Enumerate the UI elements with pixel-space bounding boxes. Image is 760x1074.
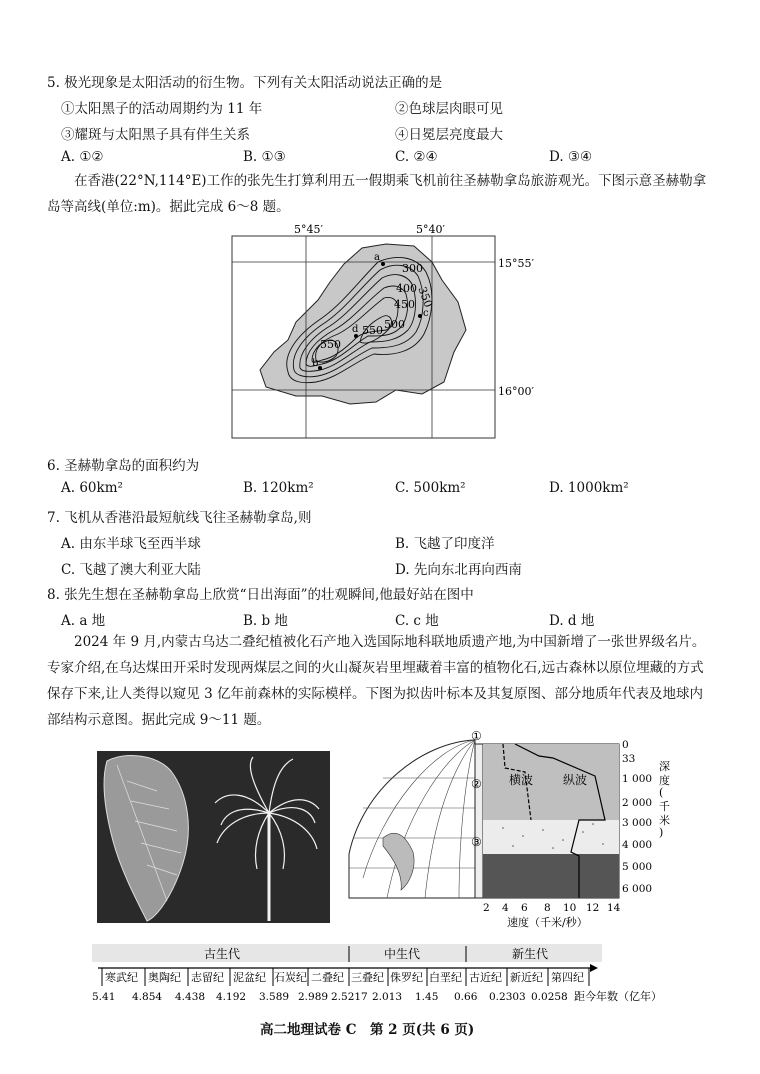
period-devonian: 泥盆纪 <box>233 971 266 984</box>
period-cretaceous: 白垩纪 <box>429 971 462 984</box>
speed-tick-8: 8 <box>544 902 551 914</box>
age-0-0258: 0.0258 <box>531 991 568 1003</box>
era-paleozoic: 古生代 <box>204 947 241 961</box>
geologic-timeline <box>92 944 672 1008</box>
age-0-66: 0.66 <box>454 991 478 1003</box>
contour-label-550-east: 550 <box>362 324 383 337</box>
speed-tick-14: 14 <box>607 902 621 914</box>
page-footer: 高二地理试卷 C 第 2 页(共 6 页) <box>260 1022 475 1038</box>
era-mesozoic: 中生代 <box>384 947 421 961</box>
point-c-label: c <box>423 308 429 319</box>
latitude-bottom: 16°00′ <box>498 385 534 398</box>
fossil-photo <box>97 751 330 923</box>
intro-paragraph-2: 2024 年 9 月,内蒙古乌达二叠纪植被化石产地入选国际地科联地质遗产地,为中国新增了一张世界级名片。专家介绍,在乌达煤田开采时发现两煤层之间的火山凝灰岩里埋藏着丰富的植物化石,远古森林以原位埋藏的方式保存下来,让人类得以窥见 3 亿年前森林的实际模样。下图为拟齿叶标本及其复原图、部分地质年代表及地球内部结构示意图。据此完成 9～11 题。 <box>47 634 706 728</box>
contour-label-350: 350 <box>415 284 435 310</box>
speed-tick-2: 2 <box>483 902 490 914</box>
age-2-013: 2.013 <box>372 991 403 1003</box>
contour-map <box>226 222 546 444</box>
age-4-192: 4.192 <box>216 991 247 1003</box>
age-2-5217: 2.5217 <box>331 991 368 1003</box>
period-jurassic: 侏罗纪 <box>390 971 423 984</box>
q5-option-3: ③耀斑与太阳黑子具有伴生关系 <box>61 127 250 143</box>
q7-choice-b: B. 飞越了印度洋 <box>395 536 495 552</box>
q5-option-2: ②色球层肉眼可见 <box>395 101 503 117</box>
q5-choice-c: C. ②④ <box>395 149 438 165</box>
age-1-45: 1.45 <box>415 991 439 1003</box>
contour-label-550-west: 550 <box>320 338 341 351</box>
period-neogene: 新近纪 <box>510 971 543 984</box>
period-carboniferous: 石炭纪 <box>274 971 307 984</box>
q8-choice-c: C. c 地 <box>395 613 439 629</box>
depth-tick-3000: 3 000 <box>622 817 653 829</box>
q5-choice-b: B. ①③ <box>243 149 286 165</box>
age-3-589: 3.589 <box>259 991 290 1003</box>
q6-choice-d: D. 1000km² <box>549 480 629 496</box>
intro-paragraph-1: 在香港(22°N,114°E)工作的张先生打算利用五一假期乘飞机前往圣赫勒拿岛旅游观光。下图示意圣赫勒拿岛等高线(单位:m)。据此完成 6～8 题。 <box>47 173 707 215</box>
depth-tick-0: 0 <box>622 739 629 751</box>
period-triassic: 三叠纪 <box>351 971 384 984</box>
point-c <box>418 314 422 318</box>
speed-tick-12: 12 <box>586 902 600 914</box>
latitude-top: 15°55′ <box>498 257 534 270</box>
point-a <box>381 262 385 266</box>
depth-label-6: ) <box>659 826 664 839</box>
crust-layer <box>475 744 483 898</box>
depth-tick-6000: 6 000 <box>622 883 653 895</box>
inner-core-zone <box>483 854 619 898</box>
age-4-438: 4.438 <box>175 991 206 1003</box>
period-permian: 二叠纪 <box>311 971 344 984</box>
layer-3-label: ③ <box>471 835 482 849</box>
contour-label-450: 450 <box>394 298 415 311</box>
mantle-zone <box>483 744 619 820</box>
earth-globe <box>349 740 475 898</box>
depth-label-2: 度 <box>659 774 670 787</box>
depth-label-5: 米 <box>659 814 670 827</box>
q8-choice-b: B. b 地 <box>243 613 288 629</box>
q6-choice-a: A. 60km² <box>61 480 123 496</box>
era-cenozoic: 新生代 <box>512 947 549 961</box>
q5-choice-a: A. ①② <box>61 149 104 165</box>
q5-choice-d: D. ③④ <box>549 149 593 165</box>
p-wave-label: 纵波 <box>563 773 588 787</box>
q8-stem: 8. 张先生想在圣赫勒拿岛上欣赏“日出海面”的壮观瞬间,他最好站在图中 <box>47 587 474 603</box>
outer-core-zone <box>483 820 619 854</box>
layer-2-label: ② <box>471 777 482 791</box>
q8-choice-d: D. d 地 <box>549 613 595 629</box>
q6-choice-c: C. 500km² <box>395 480 466 496</box>
depth-tick-4000: 4 000 <box>622 839 653 851</box>
contour-label-400: 400 <box>396 282 417 295</box>
point-d-label: d <box>352 324 359 335</box>
depth-label-4: 千 <box>659 800 670 813</box>
longitude-left: 5°45′ <box>294 223 323 236</box>
age-5-41: 5.41 <box>92 991 116 1003</box>
layer-1-label: ① <box>471 729 482 743</box>
age-2-989: 2.989 <box>298 991 329 1003</box>
depth-label-3: ( <box>659 786 664 799</box>
speed-tick-4: 4 <box>502 902 509 914</box>
point-b-label: b <box>312 358 319 369</box>
s-wave-label: 横波 <box>509 773 534 787</box>
earth-interior-diagram <box>343 728 673 928</box>
q7-choice-c: C. 飞越了澳大利亚大陆 <box>61 562 201 578</box>
age-4-854: 4.854 <box>132 991 163 1003</box>
depth-tick-5000: 5 000 <box>622 861 653 873</box>
speed-tick-6: 6 <box>521 902 528 914</box>
period-cambrian: 寒武纪 <box>105 971 138 984</box>
age-axis-label: 距今年数（亿年） <box>574 990 662 1003</box>
speed-tick-10: 10 <box>563 902 577 914</box>
q7-choice-d: D. 先向东北再向西南 <box>395 562 522 578</box>
q5-option-1: ①太阳黑子的活动周期约为 11 年 <box>61 101 263 117</box>
depth-label-1: 深 <box>659 760 670 773</box>
q7-choice-a: A. 由东半球飞至西半球 <box>61 536 201 552</box>
point-b <box>318 366 322 370</box>
contour-label-500: 500 <box>384 318 405 331</box>
age-0-2303: 0.2303 <box>489 991 526 1003</box>
q5-stem: 5. 极光现象是太阳活动的衍生物。下列有关太阳活动说法正确的是 <box>47 75 443 91</box>
q5-option-4: ④日冕层亮度最大 <box>395 127 503 143</box>
period-quaternary: 第四纪 <box>551 971 584 984</box>
period-paleogene: 古近纪 <box>469 971 502 984</box>
q8-choice-a: A. a 地 <box>61 613 106 629</box>
point-a-label: a <box>374 252 380 263</box>
q7-stem: 7. 飞机从香港沿最短航线飞往圣赫勒拿岛,则 <box>47 510 312 526</box>
speed-axis-label: 速度（千米/秒） <box>507 916 588 928</box>
depth-tick-33: 33 <box>622 753 636 765</box>
depth-tick-1000: 1 000 <box>622 773 653 785</box>
longitude-right: 5°40′ <box>416 223 445 236</box>
depth-tick-2000: 2 000 <box>622 797 653 809</box>
period-ordovician: 奥陶纪 <box>148 971 181 984</box>
period-silurian: 志留纪 <box>191 971 224 984</box>
q6-stem: 6. 圣赫勒拿岛的面积约为 <box>47 458 200 474</box>
contour-label-300: 300 <box>402 262 423 275</box>
q6-choice-b: B. 120km² <box>243 480 314 496</box>
